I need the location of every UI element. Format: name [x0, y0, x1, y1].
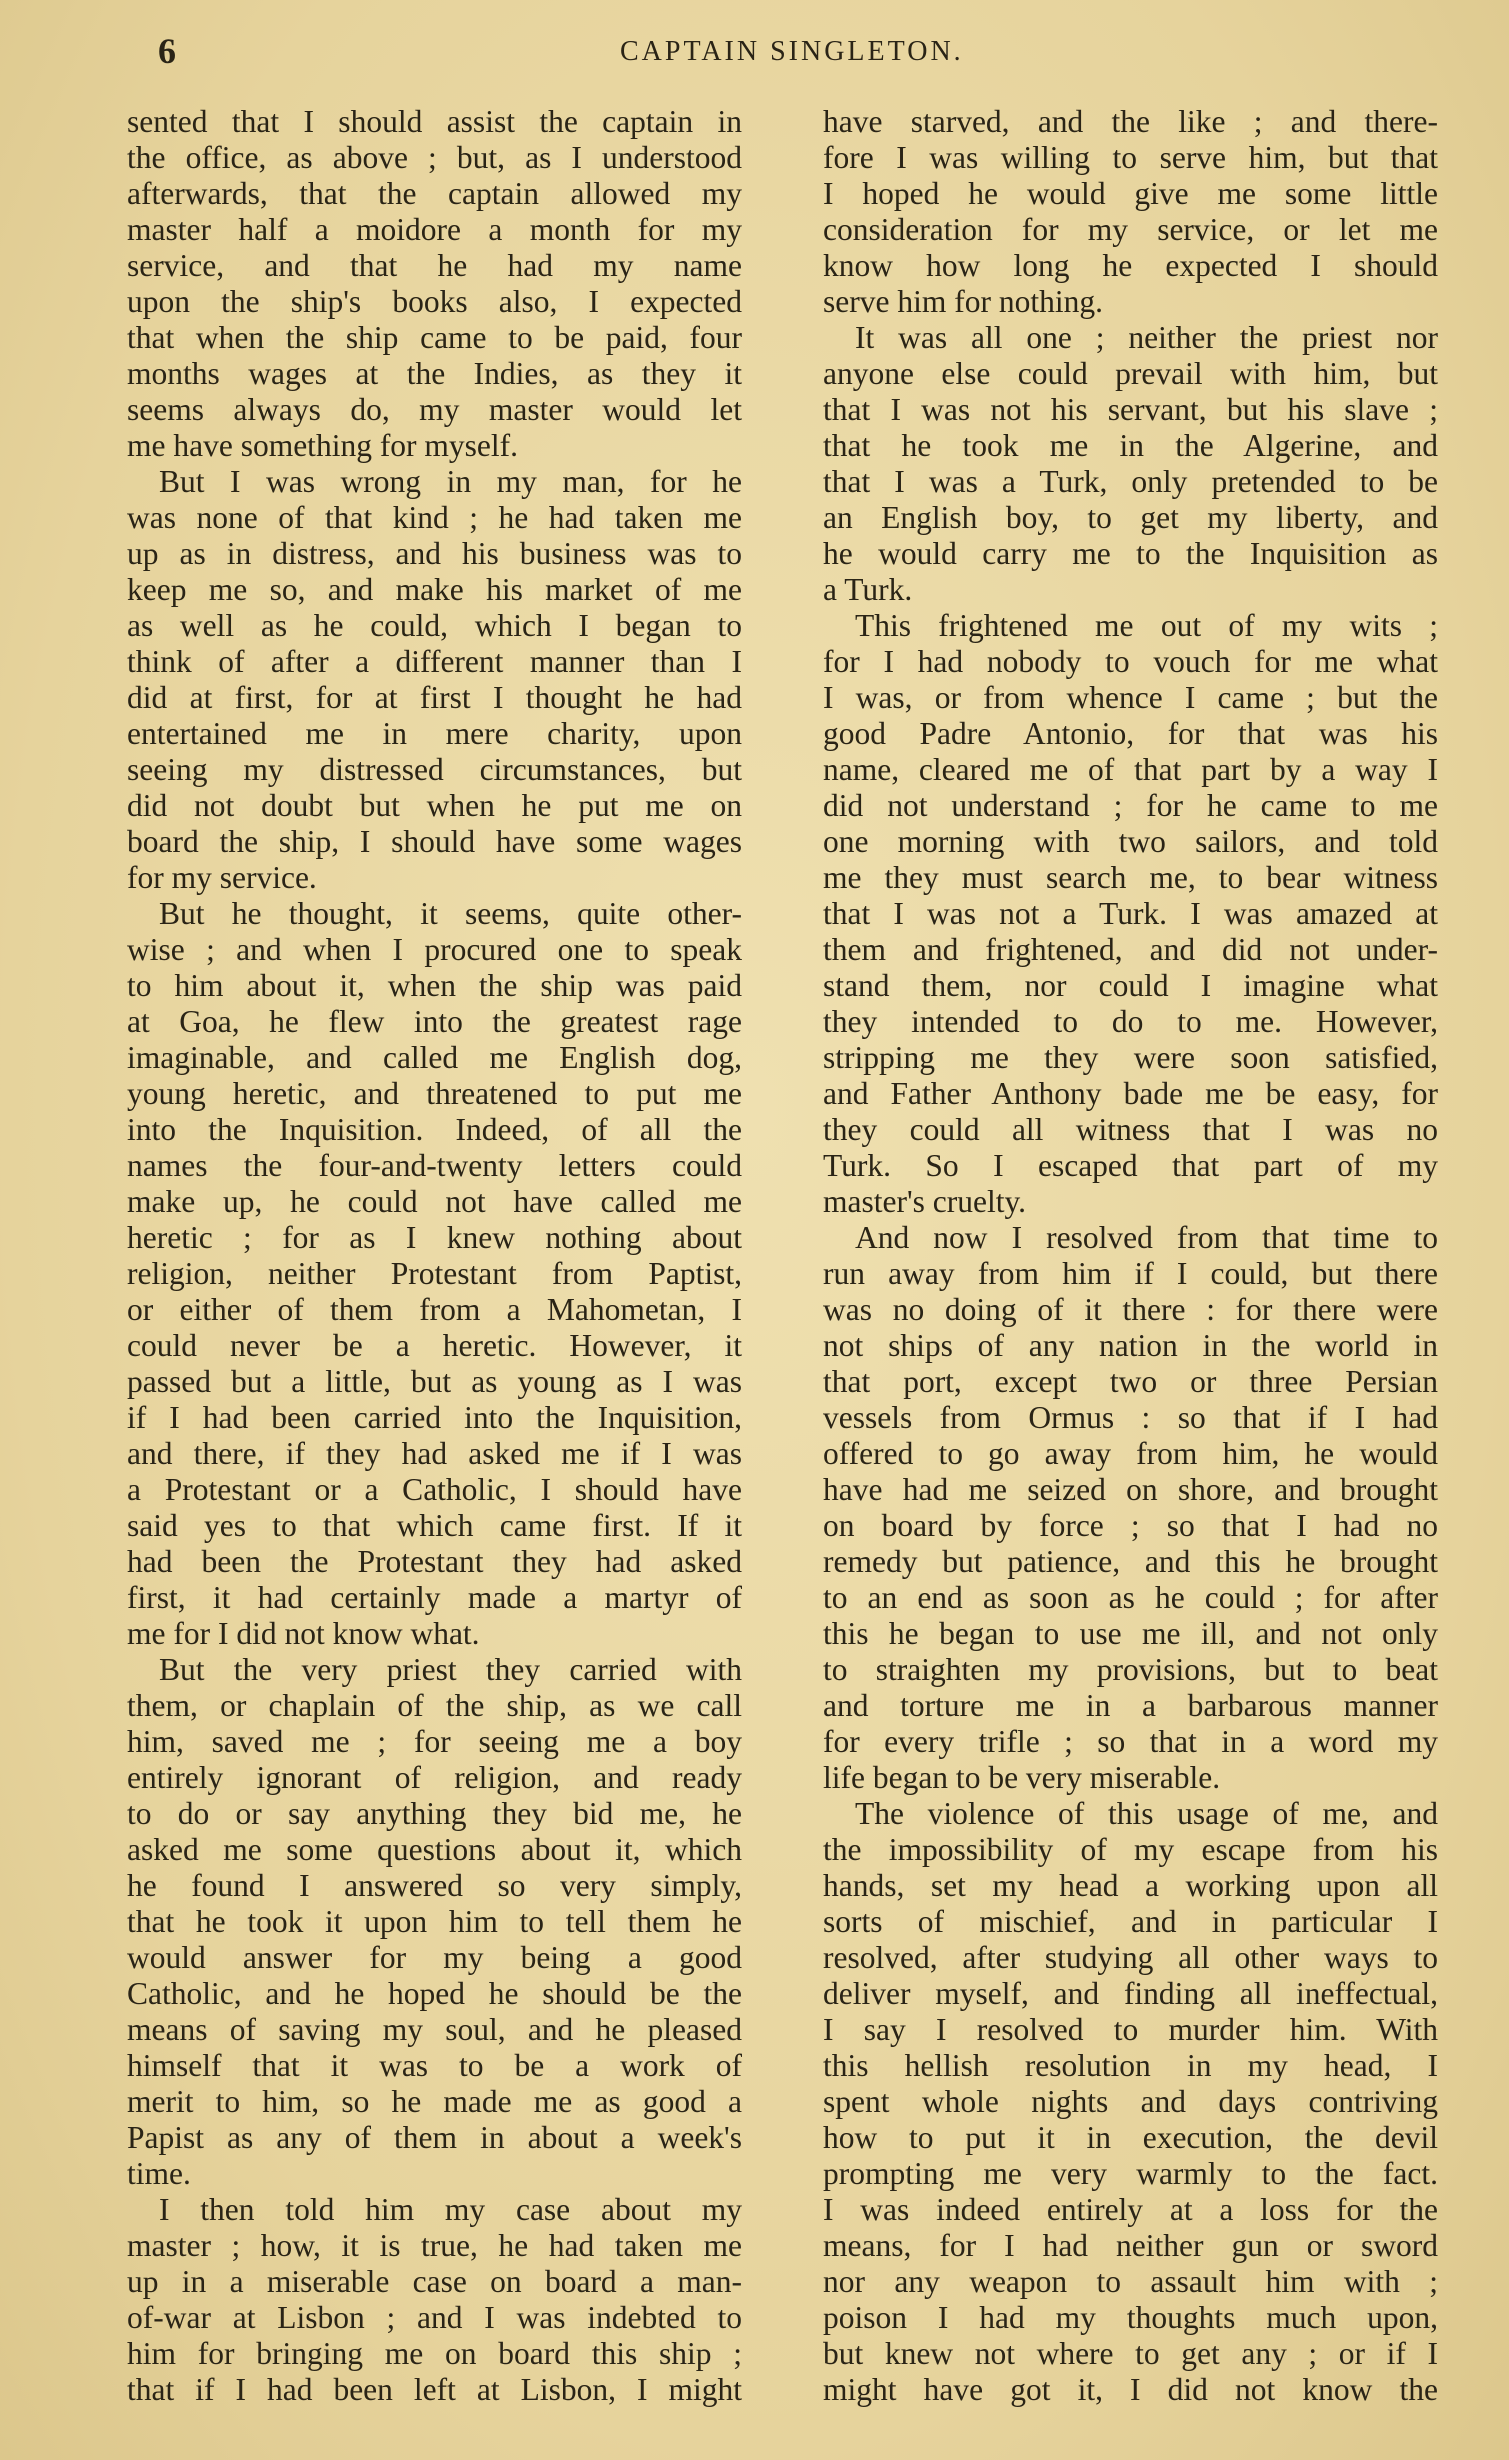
text-line: religion, neither Protestant from Paptist, — [127, 1256, 742, 1291]
text-line: that when the ship came to be paid, four — [127, 320, 742, 355]
text-line: know how long he expected I should — [823, 248, 1438, 283]
text-line: up in a miserable case on board a man- — [127, 2264, 742, 2299]
text-line: of-war at Lisbon ; and I was indebted to — [127, 2300, 742, 2335]
text-line: It was all one ; neither the priest nor — [855, 320, 1438, 355]
text-line: life began to be very miserable. — [823, 1760, 1221, 1795]
text-line: keep me so, and make his market of me — [127, 572, 742, 607]
text-line: did at first, for at first I thought he had — [127, 680, 742, 715]
text-line: upon the ship's books also, I expected — [127, 284, 742, 319]
text-line: Turk. So I escaped that part of my — [823, 1148, 1438, 1183]
text-line: did not understand ; for he came to me — [823, 788, 1438, 823]
text-line: passed but a little, but as young as I was — [127, 1364, 742, 1399]
text-line: might have got it, I did not know the — [823, 2372, 1438, 2407]
text-line: me for I did not know what. — [127, 1616, 480, 1651]
text-line: first, it had certainly made a martyr of — [127, 1580, 742, 1615]
running-title: CAPTAIN SINGLETON. — [620, 36, 964, 67]
text-line: that I was not a Turk. I was amazed at — [823, 896, 1438, 931]
text-line: nor any weapon to assault him with ; — [823, 2264, 1438, 2299]
text-line: board the ship, I should have some wages — [127, 824, 742, 859]
text-line: that he took me in the Algerine, and — [823, 428, 1438, 463]
text-line: that he took it upon him to tell them he — [127, 1904, 742, 1939]
text-line: Papist as any of them in about a week's — [127, 2120, 742, 2155]
text-line: for I had nobody to vouch for me what — [823, 644, 1438, 679]
text-line: this he began to use me ill, and not only — [823, 1616, 1438, 1651]
text-line: I was, or from whence I came ; but the — [823, 680, 1438, 715]
text-line: afterwards, that the captain allowed my — [127, 176, 742, 211]
text-line: as well as he could, which I began to — [127, 608, 742, 643]
text-line: have starved, and the like ; and there- — [823, 104, 1438, 139]
text-line: could never be a heretic. However, it — [127, 1328, 742, 1363]
text-line: But the very priest they carried with — [159, 1652, 742, 1687]
text-line: I was indeed entirely at a loss for the — [823, 2192, 1438, 2227]
text-line: think of after a different manner than I — [127, 644, 742, 679]
text-line: stripping me they were soon satisfied, — [823, 1040, 1438, 1075]
text-line: means, for I had neither gun or sword — [823, 2228, 1438, 2263]
text-line: at Goa, he flew into the greatest rage — [127, 1004, 742, 1039]
text-line: had been the Protestant they had asked — [127, 1544, 742, 1579]
text-line: him for bringing me on board this ship ; — [127, 2336, 742, 2371]
text-line: was none of that kind ; he had taken me — [127, 500, 742, 535]
text-line: into the Inquisition. Indeed, of all the — [127, 1112, 742, 1147]
text-line: and Father Anthony bade me be easy, for — [823, 1076, 1438, 1111]
text-line: And now I resolved from that time to — [855, 1220, 1438, 1255]
text-line: young heretic, and threatened to put me — [127, 1076, 742, 1111]
text-line: a Turk. — [823, 572, 913, 607]
text-line: they intended to do to me. However, — [823, 1004, 1438, 1039]
text-line: said yes to that which came first. If it — [127, 1508, 742, 1543]
text-line: him, saved me ; for seeing me a boy — [127, 1724, 742, 1759]
running-head — [0, 30, 1509, 80]
text-line: he found I answered so very simply, — [127, 1868, 742, 1903]
text-line: serve him for nothing. — [823, 284, 1103, 319]
text-line: them and frightened, and did not under- — [823, 932, 1438, 967]
text-line: have had me seized on shore, and brought — [823, 1472, 1438, 1507]
text-line: resolved, after studying all other ways to — [823, 1940, 1438, 1975]
text-line: would answer for my being a good — [127, 1940, 742, 1975]
text-line: me they must search me, to bear witness — [823, 860, 1438, 895]
text-line: means of saving my soul, and he pleased — [127, 2012, 742, 2047]
text-line: for my service. — [127, 860, 317, 895]
text-line: but knew not where to get any ; or if I — [823, 2336, 1438, 2371]
text-line: one morning with two sailors, and told — [823, 824, 1438, 859]
text-line: a Protestant or a Catholic, I should have — [127, 1472, 742, 1507]
text-line: name, cleared me of that part by a way I — [823, 752, 1438, 787]
text-line: master ; how, it is true, he had taken me — [127, 2228, 742, 2263]
right-column — [823, 104, 1438, 2408]
text-line: master's cruelty. — [823, 1184, 1027, 1219]
text-line: But he thought, it seems, quite other- — [159, 896, 742, 931]
text-line: to straighten my provisions, but to beat — [823, 1652, 1438, 1687]
text-line: I say I resolved to murder him. With — [823, 2012, 1438, 2047]
text-line: spent whole nights and days contriving — [823, 2084, 1438, 2119]
text-line: names the four-and-twenty letters could — [127, 1148, 742, 1183]
text-line: poison I had my thoughts much upon, — [823, 2300, 1438, 2335]
page-number: 6 — [158, 31, 176, 71]
text-line: how to put it in execution, the devil — [823, 2120, 1438, 2155]
text-line: that port, except two or three Persian — [823, 1364, 1438, 1399]
text-line: the impossibility of my escape from his — [823, 1832, 1438, 1867]
text-line: This frightened me out of my wits ; — [855, 608, 1438, 643]
text-line: entertained me in mere charity, upon — [127, 716, 742, 751]
text-line: deliver myself, and finding all ineffectual, — [823, 1976, 1438, 2011]
text-line: But I was wrong in my man, for he — [159, 464, 742, 499]
text-line: stand them, nor could I imagine what — [823, 968, 1438, 1003]
text-line: heretic ; for as I knew nothing about — [127, 1220, 742, 1255]
text-line: good Padre Antonio, for that was his — [823, 716, 1438, 751]
text-line: that if I had been left at Lisbon, I might — [127, 2372, 742, 2407]
text-line: The violence of this usage of me, and — [855, 1796, 1438, 1831]
text-line: the office, as above ; but, as I understood — [127, 140, 742, 175]
text-line: not ships of any nation in the world in — [823, 1328, 1438, 1363]
text-line: prompting me very warmly to the fact. — [823, 2156, 1438, 2191]
text-line: sented that I should assist the captain in — [127, 104, 742, 139]
text-line: wise ; and when I procured one to speak — [127, 932, 742, 967]
text-line: did not doubt but when he put me on — [127, 788, 742, 823]
text-line: this hellish resolution in my head, I — [823, 2048, 1438, 2083]
text-line: months wages at the Indies, as they it — [127, 356, 742, 391]
text-line: that I was not his servant, but his slave ; — [823, 392, 1438, 427]
text-line: master half a moidore a month for my — [127, 212, 742, 247]
text-line: remedy but patience, and this he brought — [823, 1544, 1438, 1579]
text-line: I then told him my case about my — [159, 2192, 742, 2227]
text-line: service, and that he had my name — [127, 248, 742, 283]
left-column — [127, 104, 742, 2408]
text-line: hands, set my head a working upon all — [823, 1868, 1438, 1903]
text-line: an English boy, to get my liberty, and — [823, 500, 1438, 535]
text-line: to an end as soon as he could ; for after — [823, 1580, 1438, 1615]
text-line: make up, he could not have called me — [127, 1184, 742, 1219]
text-line: was no doing of it there : for there were — [823, 1292, 1438, 1327]
text-line: himself that it was to be a work of — [127, 2048, 742, 2083]
text-line: me have something for myself. — [127, 428, 519, 463]
text-line: to him about it, when the ship was paid — [127, 968, 742, 1003]
text-line: that I was a Turk, only pretended to be — [823, 464, 1438, 499]
text-line: them, or chaplain of the ship, as we call — [127, 1688, 742, 1723]
text-line: he would carry me to the Inquisition as — [823, 536, 1438, 571]
text-line: and there, if they had asked me if I was — [127, 1436, 742, 1471]
text-line: anyone else could prevail with him, but — [823, 356, 1438, 391]
text-line: Catholic, and he hoped he should be the — [127, 1976, 742, 2011]
text-line: and torture me in a barbarous manner — [823, 1688, 1438, 1723]
text-line: time. — [127, 2156, 191, 2191]
text-line: or either of them from a Mahometan, I — [127, 1292, 742, 1327]
text-line: sorts of mischief, and in particular I — [823, 1904, 1438, 1939]
text-line: I hoped he would give me some little — [823, 176, 1438, 211]
text-line: they could all witness that I was no — [823, 1112, 1438, 1147]
text-line: run away from him if I could, but there — [823, 1256, 1438, 1291]
text-line: consideration for my service, or let me — [823, 212, 1438, 247]
text-line: offered to go away from him, he would — [823, 1436, 1438, 1471]
text-line: for every trifle ; so that in a word my — [823, 1724, 1438, 1759]
text-line: to do or say anything they bid me, he — [127, 1796, 742, 1831]
text-line: up as in distress, and his business was to — [127, 536, 742, 571]
text-line: asked me some questions about it, which — [127, 1832, 742, 1867]
text-line: if I had been carried into the Inquisition, — [127, 1400, 742, 1435]
text-line: imaginable, and called me English dog, — [127, 1040, 742, 1075]
text-line: vessels from Ormus : so that if I had — [823, 1400, 1438, 1435]
text-line: on board by force ; so that I had no — [823, 1508, 1438, 1543]
text-line: seems always do, my master would let — [127, 392, 742, 427]
text-line: entirely ignorant of religion, and ready — [127, 1760, 742, 1795]
text-line: seeing my distressed circumstances, but — [127, 752, 742, 787]
text-line: fore I was willing to serve him, but that — [823, 140, 1438, 175]
text-line: merit to him, so he made me as good a — [127, 2084, 742, 2119]
